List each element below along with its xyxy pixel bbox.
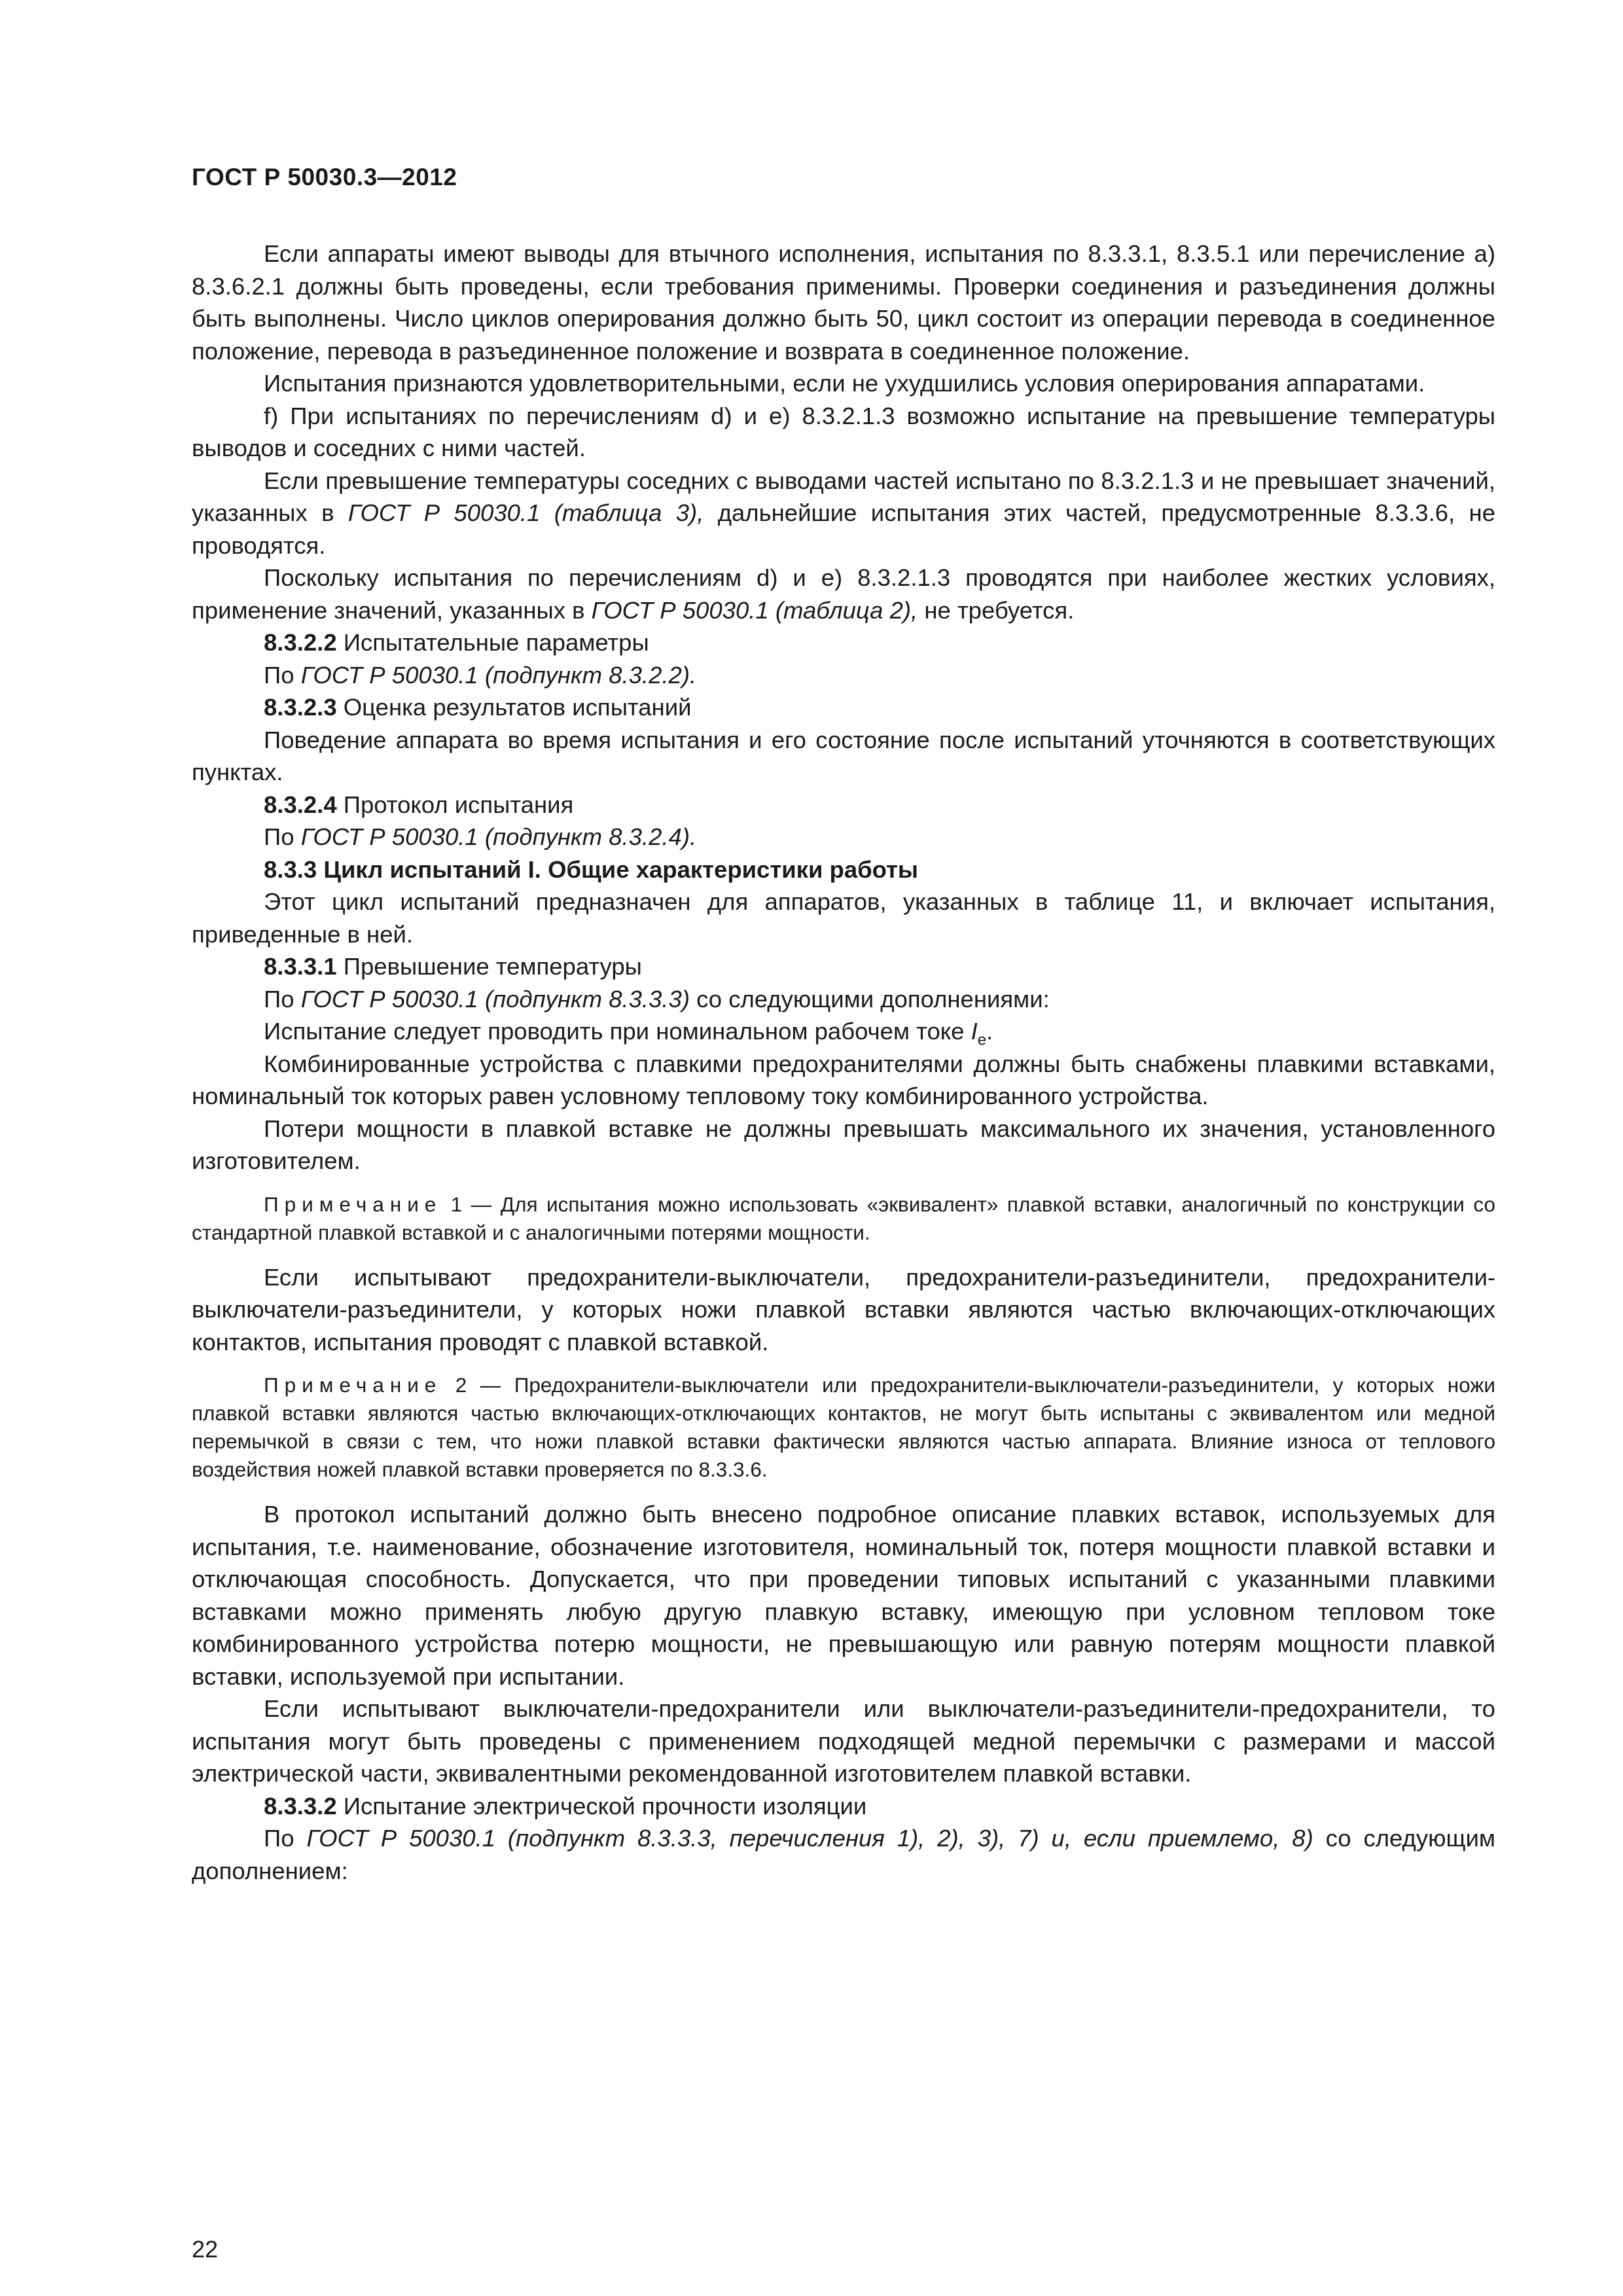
current-symbol: I (971, 1018, 978, 1045)
section-heading-8-3-2-4 (192, 789, 1495, 821)
text: со следующими дополнениями: (689, 985, 1050, 1013)
paragraph: В протокол испытаний должно быть внесено подробное описание плавких вставок, используемых для испытания, т.е. наименование, обозначение изготовителя, номинальный ток, потеря мощности плавкой вставки и отключающая способность. Допускается, что при проведении типовых испытаний с указанными плавкими вставками можно применять любую другую плавкую вставку, имеющую при условном тепловом токе комбинированного устройства потерю мощности, не превышающую или равную потерям мощности плавкой вставки, используемой при испытании. (192, 1501, 1495, 1690)
paragraph: Если испытывают выключатели-предохранители или выключатели-разъединители-предохранители, то испытания могут быть проведены с применением подходящей медной перемычки с размерами и массой электрической части, эквивалентными рекомендованной изготовителем плавкой вставки. (192, 1695, 1495, 1787)
paragraph (192, 659, 1495, 692)
paragraph (192, 983, 1495, 1016)
note-label: Примечание (264, 1192, 442, 1216)
text: . (986, 1018, 993, 1045)
text: Поскольку испытания по перечислениям d) и е) 8.3.2.1.3 проводятся при наиболее жестких условиях, применение значений, указанных в (192, 564, 1495, 624)
section-title: Испытательные параметры (336, 629, 649, 656)
standard-reference: ГОСТ Р 50030.1 (подпункт 8.3.3.3, перечисления 1), 2), 3), 7) и, если приемлемо, 8) (306, 1825, 1313, 1852)
standard-reference: ГОСТ Р 50030.1 (подпункт 8.3.3.3) (300, 985, 690, 1013)
paragraph: Потери мощности в плавкой вставке не должны превышать максимального их значения, установленного изготовителем. (192, 1115, 1495, 1174)
text: По (264, 1825, 307, 1852)
text: дальнейшие испытания этих частей, предусмотренные 8.3.3.6, не проводятся. (192, 499, 1495, 559)
paragraph (192, 465, 1495, 562)
paragraph (192, 1015, 1495, 1048)
section-title: Протокол испытания (336, 791, 574, 818)
section-heading-8-3-2-3 (192, 691, 1495, 724)
note-1 (192, 1191, 1495, 1247)
current-subscript: e (977, 1031, 987, 1049)
list-item-f: f) При испытаниях по перечислениям d) и е) 8.3.2.1.3 возможно испытание на превышение температуры выводов и соседних с ними частей. (192, 402, 1495, 461)
standard-reference: ГОСТ Р 50030.1 (таблица 2), (591, 596, 918, 624)
paragraph: Если испытывают предохранители-выключатели, предохранители-разъединители, предохранители-выключатели-разъединители, у которых ножи плавкой вставки являются частью включающих-отключающих контактов, испытания проводят с плавкой вставкой. (192, 1263, 1495, 1355)
note-2 (192, 1371, 1495, 1484)
note-label: Примечание (264, 1373, 442, 1397)
section-heading-8-3-2-2 (192, 626, 1495, 659)
paragraph: Если аппараты имеют выводы для втычного исполнения, испытания по 8.3.3.1, 8.3.5.1 или перечисление а) 8.3.6.2.1 должны быть проведены, если требования применимы. Проверки соединения и разъединения должны быть выполнены. Число циклов оперирования должно быть 50, цикл состоит из операции перевода в соединенное положение, перевода в разъединенное положение и возврата в соединенное положение. (192, 240, 1495, 365)
paragraph (192, 821, 1495, 853)
document-body (192, 238, 1495, 1887)
text: не требуется. (918, 596, 1075, 624)
note-text: 1 — Для испытания можно использовать «эквивалент» плавкой вставки, аналогичный по конструкции со стандартной плавкой вставкой и с аналогичными потерями мощности. (192, 1192, 1495, 1244)
paragraph: Этот цикл испытаний предназначен для аппаратов, указанных в таблице 11, и включает испытания, приведенные в ней. (192, 888, 1495, 948)
text: По (264, 661, 301, 689)
section-heading-8-3-3-1 (192, 950, 1495, 983)
section-number: 8.3.3.2 (264, 1792, 337, 1820)
standard-reference: ГОСТ Р 50030.1 (подпункт 8.3.2.4). (300, 823, 697, 850)
paragraph: Комбинированные устройства с плавкими предохранителями должны быть снабжены плавкими вставками, номинальный ток которых равен условному тепловому току комбинированного устройства. (192, 1050, 1495, 1109)
text: По (264, 823, 301, 850)
text: Испытание следует проводить при номинальном рабочем токе (264, 1018, 971, 1045)
standard-reference: ГОСТ Р 50030.1 (подпункт 8.3.2.2). (300, 661, 697, 689)
standard-header: ГОСТ Р 50030.3—2012 (192, 164, 457, 190)
standard-reference: ГОСТ Р 50030.1 (таблица 3), (348, 499, 704, 526)
paragraph (192, 1822, 1495, 1887)
section-number: 8.3.2.2 (264, 629, 337, 656)
section-heading-8-3-3: 8.3.3 Цикл испытаний I. Общие характеристики работы (264, 855, 919, 883)
note-text: 2 — Предохранители-выключатели или предохранители-выключатели-разъединители, у которых ножи плавкой вставки являются частью включающих-отключающих контактов, не могут быть испытаны с эквивалентом или медной перемычкой в связи с тем, что ножи плавкой вставки фактически являются частью аппарата. Влияние износа от теплового воздействия ножей плавкой вставки проверяется по 8.3.3.6. (192, 1373, 1495, 1481)
section-title: Испытание электрической прочности изоляции (336, 1792, 867, 1820)
section-title: Превышение температуры (336, 953, 642, 980)
section-title: Оценка результатов испытаний (336, 694, 692, 721)
page-number: 22 (192, 2236, 219, 2263)
section-number: 8.3.2.4 (264, 791, 337, 818)
text: Если превышение температуры соседних с выводами частей испытано по 8.3.2.1.3 и не превышает значений, указанных в (192, 467, 1495, 526)
paragraph: Поведение аппарата во время испытания и его состояние после испытаний уточняются в соответствующих пунктах. (192, 726, 1495, 785)
paragraph: Испытания признаются удовлетворительными, если не ухудшились условия оперирования аппаратами. (264, 370, 1425, 397)
section-heading-8-3-3-2 (192, 1790, 1495, 1823)
text: со следующим дополнением: (192, 1825, 1495, 1884)
section-number: 8.3.2.3 (264, 694, 337, 721)
paragraph (192, 562, 1495, 626)
section-number: 8.3.3.1 (264, 953, 337, 980)
text: По (264, 985, 301, 1013)
